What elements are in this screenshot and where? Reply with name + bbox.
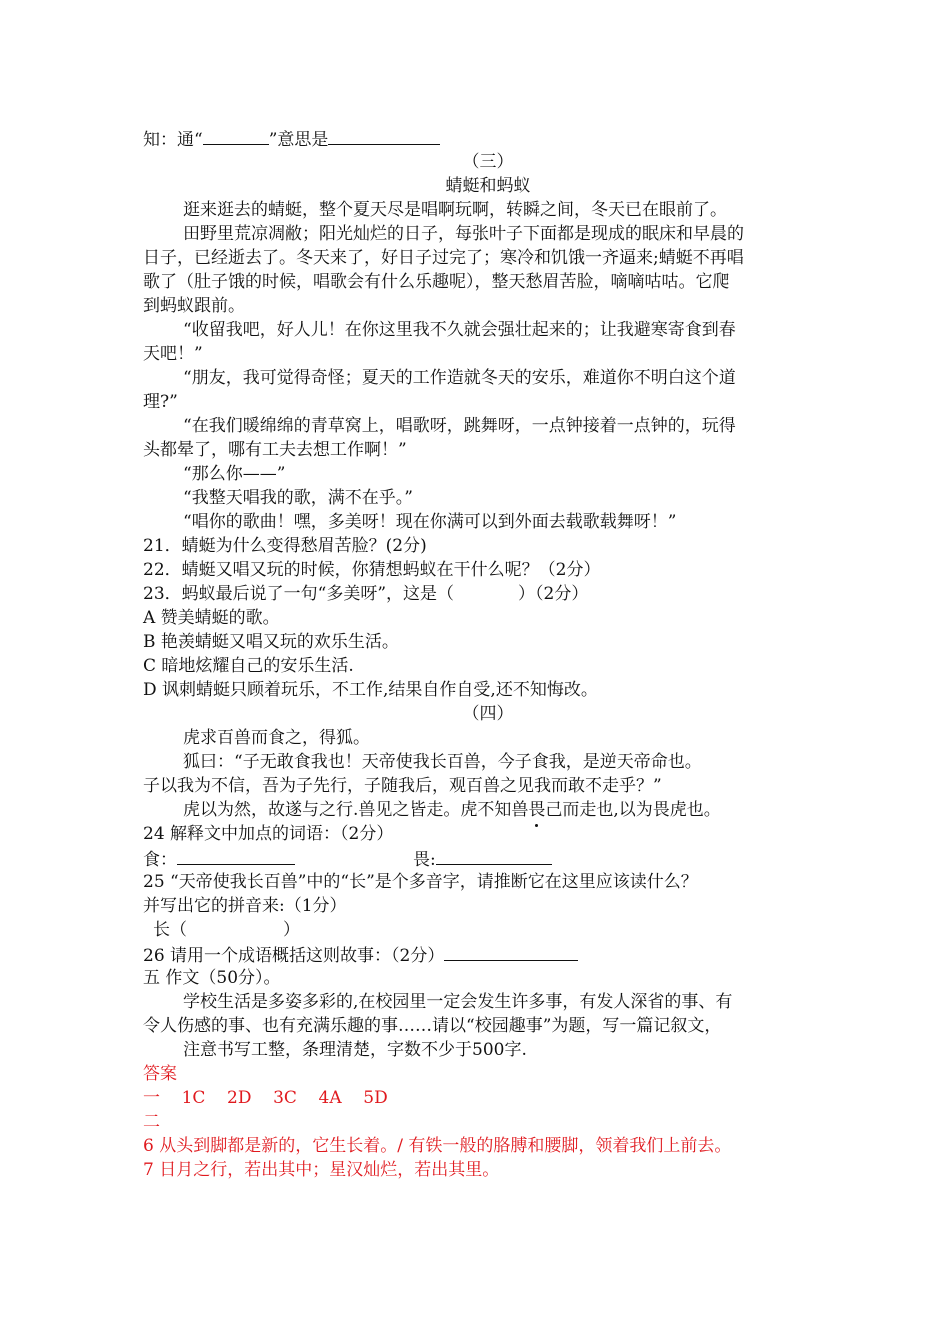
zhi-middle: ”意思是 (268, 130, 329, 150)
s3-para5-line1: “在我们暖绵绵的青草窝上，唱歌呀，跳舞呀，一点钟接着一点钟的，玩得 (183, 416, 736, 436)
question-26 (143, 942, 833, 966)
question-23 (143, 582, 833, 606)
s3-para7: “我整天唱我的歌，满不在乎。” (183, 488, 413, 508)
s5-para1-line2: 令人伤感的事、也有充满乐趣的事……请以“校园趣事”为题，写一篇记叙文， (143, 1016, 722, 1036)
q25-chang-open: 长（ (153, 920, 187, 940)
document-content (143, 126, 833, 1182)
s3-para4-line2: 理?” (143, 392, 178, 412)
s5-para2: 注意书写工整，条理清楚，字数不少于500字. (183, 1040, 527, 1060)
s4-para3-text-a: 虎以为然，故遂与之行.兽见之皆走。虎不知兽 (183, 800, 529, 820)
s3-para4-line1: “朋友，我可觉得奇怪；夏天的工作造就冬天的安乐，难道你不明白这个道 (183, 368, 736, 388)
s3-para2-line3: 歌了（肚子饿的时候，唱歌会有什么乐趣呢），整天愁眉苦脸，嘀嘀咕咕。它爬 (143, 272, 730, 292)
s3-para1: 逛来逛去的蜻蜓，整个夏天尽是唱啊玩啊，转瞬之间，冬天已在眼前了。 (183, 200, 727, 220)
s5-para1-line1: 学校生活是多姿多彩的,在校园里一定会发生许多事，有发人深省的事、有 (183, 992, 733, 1012)
question-25-line1: 25 “天帝使我长百兽”中的“长”是个多音字，请推断它在这里应该读什么？ (143, 872, 698, 892)
s4-para2-line1: 狐曰：“子无敢食我也！天帝使我长百兽，今子食我，是逆天帝命也。 (183, 752, 702, 772)
question-25-line2: 并写出它的拼音来:（1分） (143, 896, 347, 916)
zhi-prefix: 知：通“ (143, 130, 203, 150)
section4-number: （四） (462, 704, 514, 724)
section3-title: 蜻蜓和蚂蚁 (445, 176, 531, 196)
zhi-blank-1[interactable] (203, 126, 269, 145)
zhi-blank-2[interactable] (328, 126, 440, 145)
s3-para5-line2: 头都晕了，哪有工夫去想工作啊！” (143, 440, 407, 460)
answers-line4: 7 日月之行，若出其中；星汉灿烂，若出其里。 (143, 1160, 500, 1180)
question-23-points: ）（2分） (518, 584, 589, 604)
s3-para8: “唱你的歌曲！嘿，多美呀！现在你满可以到外面去载歌载舞呀！” (183, 512, 677, 532)
dotted-word-wei: 畏 (528, 800, 546, 820)
s3-para6: “那么你——” (183, 464, 286, 484)
s3-para2-line1: 田野里荒凉凋敝；阳光灿烂的日子，每张叶子下面都是现成的眠床和早晨的 (183, 224, 744, 244)
q24-wei-label: 畏: (413, 850, 436, 870)
answers-heading: 答案 (143, 1064, 177, 1084)
question-24: 24 解释文中加点的词语：（2分） (143, 824, 394, 844)
s3-para2-line2: 日子，已经逝去了。冬天来了，好日子过完了；寒冷和饥饿一齐逼来;蜻蜓不再唱 (143, 248, 744, 268)
option-d: D 讽刺蜻蜓只顾着玩乐，不工作,结果自作自受,还不知悔改。 (143, 680, 598, 700)
section3-number: （三） (462, 152, 514, 172)
question-26-text: 26 请用一个成语概括这则故事：（2分） (143, 946, 445, 966)
s3-para2-line4: 到蚂蚁跟前。 (143, 296, 245, 316)
question-24-blanks (143, 846, 833, 870)
q24-shi-label: 食： (143, 850, 177, 870)
option-a: A 赞美蜻蜓的歌。 (143, 608, 280, 628)
answers-line2: 二 (143, 1112, 160, 1132)
s3-para3-line2: 天吧！” (143, 344, 203, 364)
option-b: B 艳羡蜻蜓又唱又玩的欢乐生活。 (143, 632, 399, 652)
question-22: 22．蜻蜓又唱又玩的时候，你猜想蚂蚁在干什么呢？（2分） (143, 560, 601, 580)
question-21: 21．蜻蜓为什么变得愁眉苦脸？(2分) (143, 536, 427, 556)
answers-line1: 一 1C 2D 3C 4A 5D (143, 1088, 388, 1108)
section5-heading: 五 作文（50分）。 (143, 968, 281, 988)
q26-blank[interactable] (444, 942, 578, 961)
q25-chang-close: ） (283, 920, 300, 940)
q24-wei-blank[interactable] (436, 846, 552, 865)
q24-shi-blank[interactable] (177, 846, 295, 865)
question-25-chang (143, 918, 833, 942)
answers-line3: 6 从头到脚都是新的，它生长着。/ 有铁一般的胳膊和腰脚，领着我们上前去。 (143, 1136, 732, 1156)
s4-para3 (143, 798, 833, 822)
s3-para3-line1: “收留我吧，好人儿！在你这里我不久就会强壮起来的；让我避寒寄食到春 (183, 320, 736, 340)
s4-para2-line2: 子以我为不信，吾为子先行，子随我后，观百兽之见我而敢不走乎？” (143, 776, 662, 796)
zhi-line (143, 126, 833, 150)
s4-para3-text-b: 己而走也,以为畏虎也。 (545, 800, 721, 820)
question-23-text: 23．蚂蚁最后说了一句“多美呀”，这是（ (143, 584, 455, 604)
option-c: C 暗地炫耀自己的安乐生活. (143, 656, 354, 676)
s4-para1: 虎求百兽而食之，得狐。 (183, 728, 370, 748)
